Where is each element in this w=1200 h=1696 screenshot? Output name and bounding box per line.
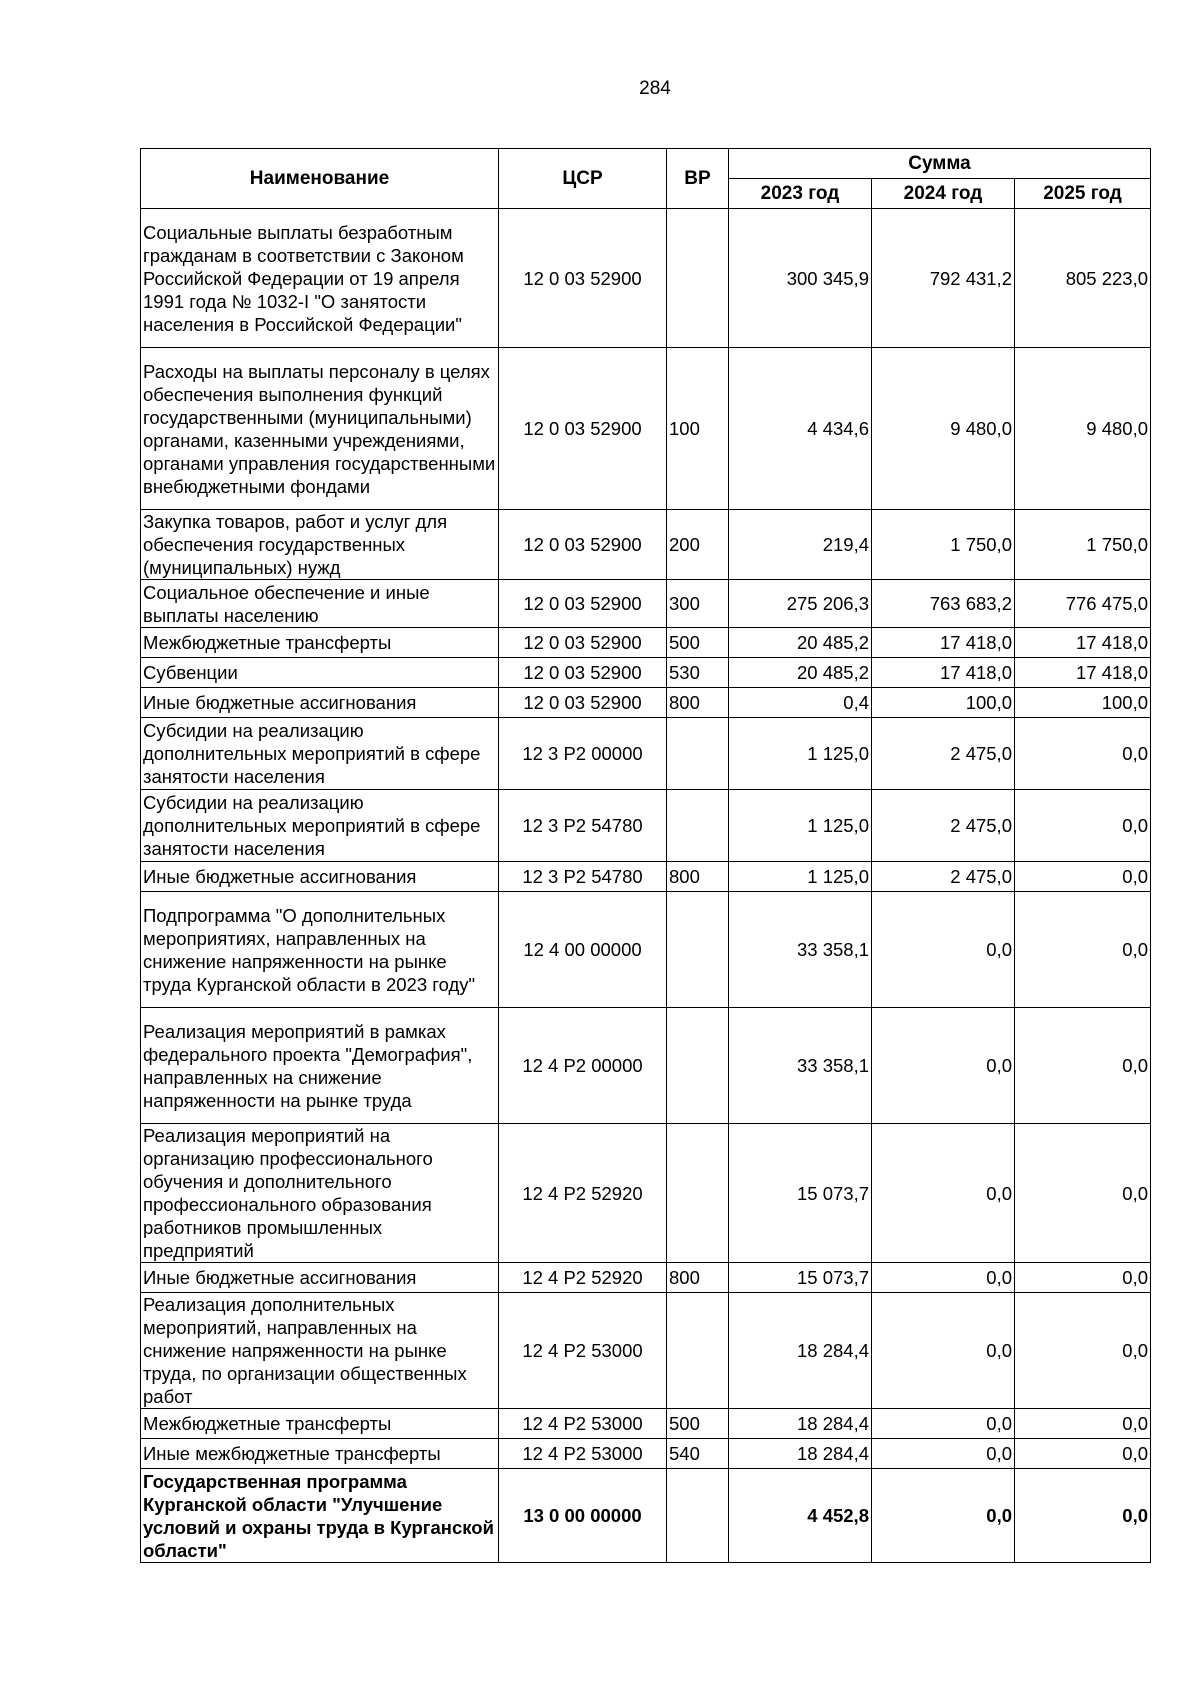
row-value-2024: 1 750,0 — [872, 510, 1015, 580]
row-name: Расходы на выплаты персоналу в целях обеспечения выполнения функций государственными (муниципальными) органами, казенными учреждениями, органами управления государственными внебюджетными фондами — [141, 348, 499, 510]
table-row — [141, 892, 1151, 1008]
table-row — [141, 348, 1151, 510]
table-row — [141, 209, 1151, 348]
row-value-2025: 0,0 — [1015, 1263, 1151, 1293]
row-vr: 500 — [667, 628, 729, 658]
row-value-2024: 9 480,0 — [872, 348, 1015, 510]
row-name: Иные бюджетные ассигнования — [141, 862, 499, 892]
row-vr — [667, 892, 729, 1008]
row-value-2024: 0,0 — [872, 1409, 1015, 1439]
row-value-2023: 1 125,0 — [729, 790, 872, 862]
row-csr: 12 0 03 52900 — [499, 580, 667, 628]
row-value-2023: 300 345,9 — [729, 209, 872, 348]
table-row — [141, 628, 1151, 658]
row-value-2024: 17 418,0 — [872, 628, 1015, 658]
row-csr: 12 0 03 52900 — [499, 510, 667, 580]
row-value-2025: 776 475,0 — [1015, 580, 1151, 628]
row-value-2023: 33 358,1 — [729, 892, 872, 1008]
row-vr — [667, 718, 729, 790]
row-value-2025: 0,0 — [1015, 718, 1151, 790]
row-value-2025: 0,0 — [1015, 790, 1151, 862]
row-vr: 200 — [667, 510, 729, 580]
row-value-2023: 15 073,7 — [729, 1124, 872, 1263]
table-row — [141, 688, 1151, 718]
budget-table — [140, 148, 1151, 1563]
row-value-2024: 0,0 — [872, 1008, 1015, 1124]
row-csr: 12 3 P2 54780 — [499, 790, 667, 862]
header-vr: ВР — [667, 149, 729, 209]
row-csr: 12 4 P2 53000 — [499, 1293, 667, 1409]
row-vr: 800 — [667, 688, 729, 718]
row-vr: 300 — [667, 580, 729, 628]
row-name: Иные бюджетные ассигнования — [141, 688, 499, 718]
header-csr: ЦСР — [499, 149, 667, 209]
row-value-2024: 2 475,0 — [872, 718, 1015, 790]
page-number: 284 — [639, 78, 671, 99]
row-value-2025: 0,0 — [1015, 1439, 1151, 1469]
row-value-2024: 763 683,2 — [872, 580, 1015, 628]
row-csr: 12 0 03 52900 — [499, 688, 667, 718]
row-value-2025: 17 418,0 — [1015, 628, 1151, 658]
row-csr: 12 0 03 52900 — [499, 348, 667, 510]
row-value-2023: 275 206,3 — [729, 580, 872, 628]
row-value-2024: 0,0 — [872, 1469, 1015, 1563]
row-value-2023: 33 358,1 — [729, 1008, 872, 1124]
row-value-2024: 0,0 — [872, 892, 1015, 1008]
row-csr: 12 3 P2 54780 — [499, 862, 667, 892]
row-name: Социальное обеспечение и иные выплаты населению — [141, 580, 499, 628]
table-row — [141, 580, 1151, 628]
row-value-2023: 20 485,2 — [729, 658, 872, 688]
row-value-2023: 4 452,8 — [729, 1469, 872, 1563]
header-year-2025: 2025 год — [1015, 179, 1151, 209]
row-csr: 12 3 P2 00000 — [499, 718, 667, 790]
row-value-2025: 0,0 — [1015, 1409, 1151, 1439]
row-value-2024: 100,0 — [872, 688, 1015, 718]
row-name: Социальные выплаты безработным гражданам в соответствии с Законом Российской Федерации от 19 апреля 1991 года № 1032-I "О занятости населения в Российской Федерации" — [141, 209, 499, 348]
row-vr: 800 — [667, 862, 729, 892]
row-name: Субвенции — [141, 658, 499, 688]
row-csr: 12 4 P2 53000 — [499, 1409, 667, 1439]
row-name: Реализация мероприятий в рамках федерального проекта "Демография", направленных на снижение напряженности на рынке труда — [141, 1008, 499, 1124]
table-row — [141, 718, 1151, 790]
table-row — [141, 510, 1151, 580]
row-value-2025: 805 223,0 — [1015, 209, 1151, 348]
header-year-2024: 2024 год — [872, 179, 1015, 209]
row-name: Межбюджетные трансферты — [141, 628, 499, 658]
row-name: Подпрограмма "О дополнительных мероприятиях, направленных на снижение напряженности на рынке труда Курганской области в 2023 году" — [141, 892, 499, 1008]
row-value-2025: 0,0 — [1015, 1293, 1151, 1409]
table-row — [141, 1263, 1151, 1293]
row-value-2025: 0,0 — [1015, 862, 1151, 892]
row-vr — [667, 209, 729, 348]
table-row — [141, 1409, 1151, 1439]
header-year-2023: 2023 год — [729, 179, 872, 209]
row-value-2023: 219,4 — [729, 510, 872, 580]
row-csr: 12 4 P2 53000 — [499, 1439, 667, 1469]
row-value-2024: 17 418,0 — [872, 658, 1015, 688]
table-row — [141, 862, 1151, 892]
row-name: Иные межбюджетные трансферты — [141, 1439, 499, 1469]
row-name: Реализация мероприятий на организацию профессионального обучения и дополнительного профессионального образования работников промышленных предприятий — [141, 1124, 499, 1263]
row-value-2024: 0,0 — [872, 1124, 1015, 1263]
row-csr: 12 4 P2 00000 — [499, 1008, 667, 1124]
row-value-2024: 0,0 — [872, 1293, 1015, 1409]
row-value-2024: 2 475,0 — [872, 862, 1015, 892]
row-name: Субсидии на реализацию дополнительных мероприятий в сфере занятости населения — [141, 718, 499, 790]
table-row — [141, 790, 1151, 862]
row-value-2024: 2 475,0 — [872, 790, 1015, 862]
row-value-2023: 4 434,6 — [729, 348, 872, 510]
row-name: Межбюджетные трансферты — [141, 1409, 499, 1439]
row-name: Реализация дополнительных мероприятий, направленных на снижение напряженности на рынке труда, по организации общественных работ — [141, 1293, 499, 1409]
row-vr: 800 — [667, 1263, 729, 1293]
row-value-2023: 18 284,4 — [729, 1439, 872, 1469]
row-value-2025: 1 750,0 — [1015, 510, 1151, 580]
row-value-2023: 15 073,7 — [729, 1263, 872, 1293]
header-name: Наименование — [141, 149, 499, 209]
table-row — [141, 1008, 1151, 1124]
row-value-2025: 0,0 — [1015, 892, 1151, 1008]
row-value-2023: 18 284,4 — [729, 1409, 872, 1439]
table-row — [141, 1439, 1151, 1469]
row-value-2025: 0,0 — [1015, 1008, 1151, 1124]
row-value-2023: 0,4 — [729, 688, 872, 718]
row-name: Государственная программа Курганской области "Улучшение условий и охраны труда в Курганской области" — [141, 1469, 499, 1563]
row-value-2025: 9 480,0 — [1015, 348, 1151, 510]
row-csr: 12 0 03 52900 — [499, 209, 667, 348]
row-value-2025: 100,0 — [1015, 688, 1151, 718]
row-vr: 530 — [667, 658, 729, 688]
table-row — [141, 1469, 1151, 1563]
header-sum: Сумма — [729, 149, 1151, 179]
row-value-2025: 0,0 — [1015, 1469, 1151, 1563]
row-csr: 12 4 P2 52920 — [499, 1263, 667, 1293]
row-vr: 100 — [667, 348, 729, 510]
row-vr: 500 — [667, 1409, 729, 1439]
row-name: Закупка товаров, работ и услуг для обеспечения государственных (муниципальных) нужд — [141, 510, 499, 580]
table-row — [141, 1293, 1151, 1409]
row-value-2025: 0,0 — [1015, 1124, 1151, 1263]
row-csr: 12 4 P2 52920 — [499, 1124, 667, 1263]
row-csr: 13 0 00 00000 — [499, 1469, 667, 1563]
row-value-2023: 1 125,0 — [729, 718, 872, 790]
table-body — [141, 209, 1151, 1563]
table-row — [141, 1124, 1151, 1263]
row-value-2024: 792 431,2 — [872, 209, 1015, 348]
row-name: Иные бюджетные ассигнования — [141, 1263, 499, 1293]
row-vr — [667, 1008, 729, 1124]
row-csr: 12 0 03 52900 — [499, 658, 667, 688]
row-csr: 12 4 00 00000 — [499, 892, 667, 1008]
row-vr — [667, 1469, 729, 1563]
table-row — [141, 658, 1151, 688]
row-value-2023: 1 125,0 — [729, 862, 872, 892]
row-value-2023: 18 284,4 — [729, 1293, 872, 1409]
row-name: Субсидии на реализацию дополнительных мероприятий в сфере занятости населения — [141, 790, 499, 862]
row-csr: 12 0 03 52900 — [499, 628, 667, 658]
row-value-2024: 0,0 — [872, 1439, 1015, 1469]
row-value-2023: 20 485,2 — [729, 628, 872, 658]
row-vr: 540 — [667, 1439, 729, 1469]
row-vr — [667, 790, 729, 862]
row-vr — [667, 1124, 729, 1263]
row-vr — [667, 1293, 729, 1409]
row-value-2025: 17 418,0 — [1015, 658, 1151, 688]
row-value-2024: 0,0 — [872, 1263, 1015, 1293]
